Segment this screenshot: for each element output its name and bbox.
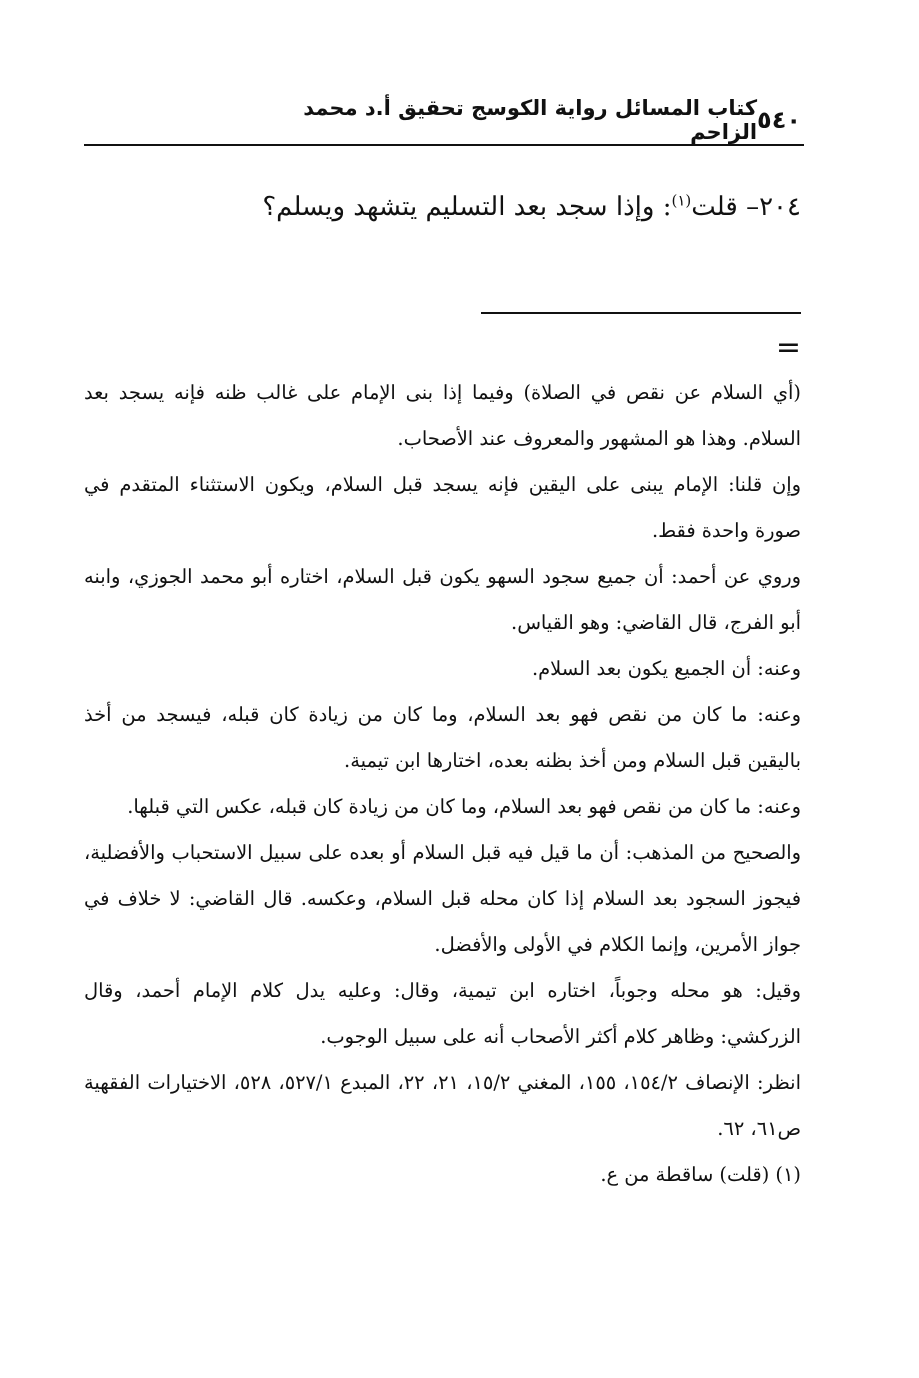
question-number: ٢٠٤ xyxy=(759,192,801,222)
question-text: : وإذا سجد بعد التسليم يتشهد ويسلم؟ xyxy=(262,192,672,222)
footnote-1: (١) (قلت) ساقطة من ع. xyxy=(600,1163,801,1186)
footnote-paragraph: وعنه: ما كان من نقص فهو بعد السلام، وما كان من زيادة كان قبله، عكس التي قبلها. xyxy=(127,795,801,818)
header-rule xyxy=(84,144,804,146)
footnote-paragraph: وعنه: ما كان من نقص فهو بعد السلام، وما كان من زيادة كان قبله، فيسجد من أخذ باليقين قبل السلام ومن أخذ بظنه بعده، اختارها ابن تيمية. xyxy=(84,703,801,772)
footnote-paragraph: (أي السلام عن نقص في الصلاة) وفيما إذا بنى الإمام على غالب ظنه فإنه يسجد بعد السلام. وهذا هو المشهور والمعروف عند الأصحاب. xyxy=(84,381,801,450)
footnote-continuation-mark: = xyxy=(775,330,801,365)
running-header xyxy=(84,96,801,144)
footnote-paragraph: وروي عن أحمد: أن جميع سجود السهو يكون قبل السلام، اختاره أبو محمد الجوزي، وابنه أبو الفرج، قال القاضي: وهو القياس. xyxy=(84,565,801,634)
footnote-paragraph: وإن قلنا: الإمام يبنى على اليقين فإنه يسجد قبل السلام، ويكون الاستثناء المتقدم في صورة واحدة فقط. xyxy=(84,473,801,542)
question-204 xyxy=(262,182,801,232)
footnote-paragraph: وعنه: أن الجميع يكون بعد السلام. xyxy=(532,657,801,680)
footnote-reference: (١) xyxy=(671,191,692,210)
footnotes xyxy=(84,370,801,1198)
book-title: كتاب المسائل رواية الكوسج تحقيق أ.د محمد الزاحم xyxy=(303,96,758,144)
page-number: ٥٤٠ xyxy=(757,106,801,134)
question-dash: – xyxy=(737,192,760,222)
question-lead: قلت xyxy=(691,192,738,222)
footnote-separator xyxy=(481,312,801,314)
footnote-references: انظر: الإنصاف ١٥٤/٢، ١٥٥، المغني ١٥/٢، ٢١، ٢٢، المبدع ٥٢٧/١، ٥٢٨، الاختيارات الفقهية ص٦١، ٦٢. xyxy=(84,1071,801,1140)
footnote-paragraph: والصحيح من المذهب: أن ما قيل فيه قبل السلام أو بعده على سبيل الاستحباب والأفضلية، فيجوز السجود بعد السلام إذا كان محله قبل السلام، وعكسه. قال القاضي: لا خلاف في جواز الأمرين، وإنما الكلام في الأولى والأفضل. xyxy=(84,841,801,956)
footnote-paragraph: وقيل: هو محله وجوباً، اختاره ابن تيمية، وقال: وعليه يدل كلام الإمام أحمد، وقال الزركشي: وظاهر كلام أكثر الأصحاب أنه على سبيل الوجوب. xyxy=(84,979,801,1048)
